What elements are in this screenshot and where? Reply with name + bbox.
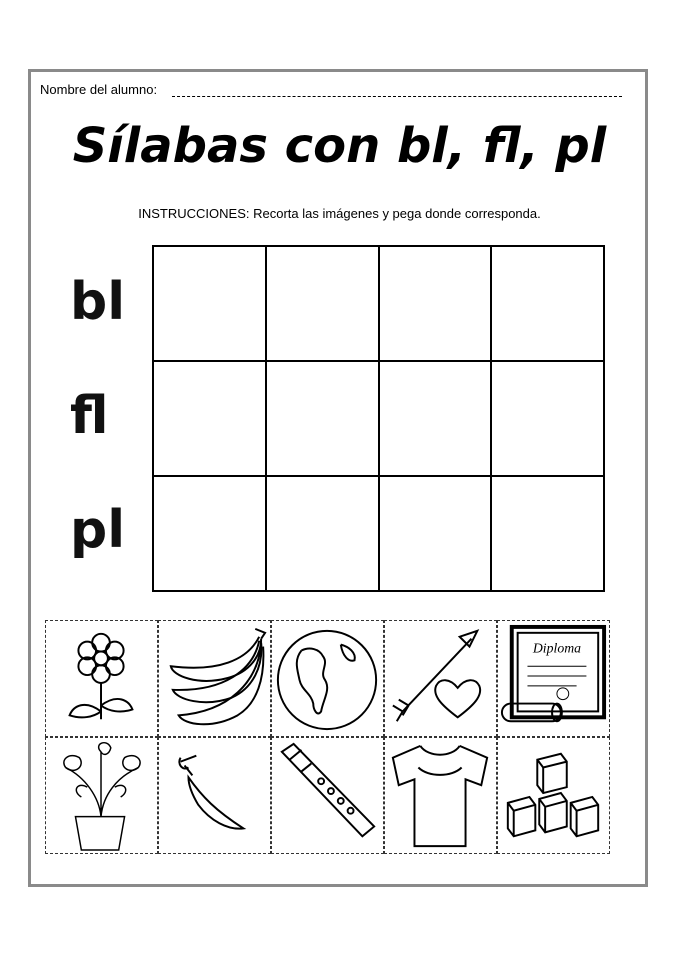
paste-cell[interactable] — [153, 246, 266, 361]
paste-cell[interactable] — [491, 361, 604, 476]
paste-cell[interactable] — [379, 476, 492, 591]
student-name-label: Nombre del alumno: — [40, 82, 158, 97]
plant-icon[interactable] — [45, 737, 158, 854]
paste-cell[interactable] — [491, 246, 604, 361]
flower-icon[interactable] — [45, 620, 158, 737]
grid-row-fl — [153, 361, 604, 476]
blocks-icon[interactable] — [497, 737, 610, 854]
flute-icon[interactable] — [271, 737, 384, 854]
paste-cell[interactable] — [266, 361, 379, 476]
student-name-line[interactable] — [172, 96, 622, 97]
paste-cell[interactable] — [153, 476, 266, 591]
paste-cell[interactable] — [266, 246, 379, 361]
paste-grid — [152, 245, 605, 592]
sword-icon[interactable] — [158, 737, 271, 854]
paste-cell[interactable] — [379, 361, 492, 476]
paste-cell[interactable] — [153, 361, 266, 476]
diploma-icon[interactable] — [497, 620, 610, 737]
syllable-label-fl: fl — [70, 386, 109, 446]
grid-row-bl — [153, 246, 604, 361]
syllable-label-bl: bl — [70, 272, 126, 332]
cutout-pictures — [45, 620, 611, 854]
bananas-icon[interactable] — [158, 620, 271, 737]
diploma-text: Diploma — [532, 640, 582, 656]
globe-icon[interactable] — [271, 620, 384, 737]
paste-cell[interactable] — [491, 476, 604, 591]
grid-row-pl — [153, 476, 604, 591]
blouse-icon[interactable] — [384, 737, 497, 854]
page-title: Sílabas con bl, fl, pl — [72, 118, 607, 174]
paste-cell[interactable] — [266, 476, 379, 591]
paste-cell[interactable] — [379, 246, 492, 361]
syllable-label-pl: pl — [70, 500, 126, 560]
instructions-text: INSTRUCCIONES: Recorta las imágenes y pega donde corresponda. — [138, 206, 541, 221]
arrow-heart-icon[interactable] — [384, 620, 497, 737]
